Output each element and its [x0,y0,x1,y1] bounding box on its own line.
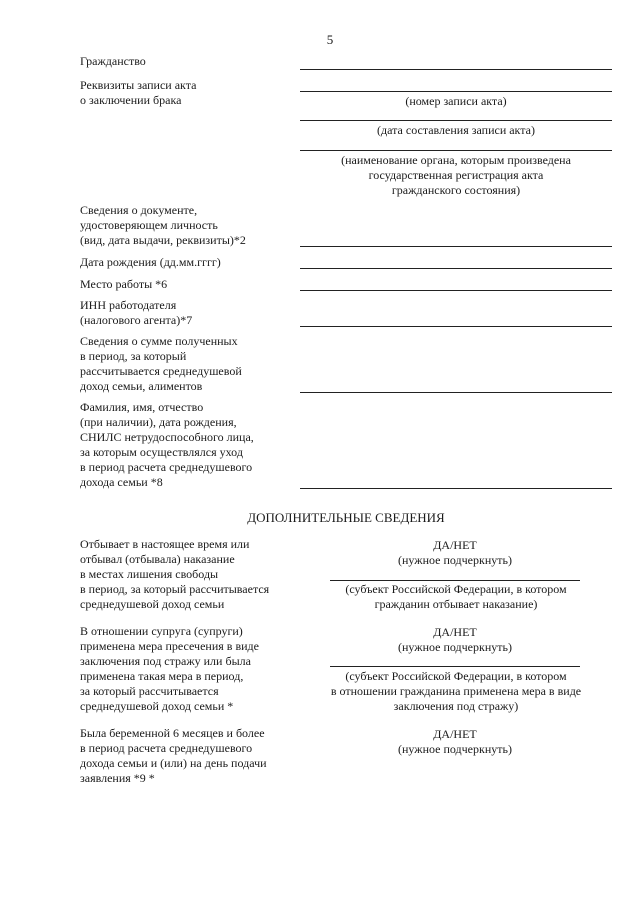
disabled-care-field[interactable] [300,488,612,489]
q2-line-6: среднедушевой доход семьи * [80,699,234,713]
citizenship-field[interactable] [300,69,612,70]
page-number: 5 [326,32,334,47]
birth-date-label: Дата рождения (дд.мм.гггг) [80,255,221,269]
q1-answer-hint: (нужное подчеркнуть) [398,553,512,567]
disabled-care-label-4: за которым осуществлялся уход [80,445,243,459]
employer-inn-label-2: (налогового агента)*7 [80,313,193,327]
q2-line-5: за который рассчитывается [80,684,219,698]
identity-doc-label-1: Сведения о документе, [80,203,198,217]
registry-office-caption-3: гражданского состояния) [391,183,521,197]
q3-answer[interactable]: ДА/НЕТ [433,727,477,741]
q2-line-1: В отношении супруга (супруги) [80,624,243,638]
q2-region-caption-1: (субъект Российской Федерации, в котором [345,669,567,683]
disabled-care-label-5: в период расчета среднедушевого [80,460,253,474]
marriage-record-label-2: о заключении брака [80,93,182,107]
additional-info-heading: ДОПОЛНИТЕЛЬНЫЕ СВЕДЕНИЯ [247,510,445,525]
q1-region-field[interactable] [330,580,580,581]
disabled-care-label-6: дохода семьи *8 [80,475,163,489]
q1-line-2: отбывал (отбывала) наказание [80,552,235,566]
q1-region-caption-2: гражданин отбывает наказание) [374,597,538,611]
q1-region-caption-1: (субъект Российской Федерации, в котором [345,582,567,596]
marriage-record-number-field[interactable] [300,91,612,92]
alimony-label-2: в период, за который [80,349,187,363]
q1-line-5: среднедушевой доход семьи [80,597,225,611]
citizenship-label: Гражданство [80,54,146,68]
q1-line-4: в период, за который рассчитывается [80,582,270,596]
registry-office-caption-2: государственная регистрация акта [368,168,544,182]
record-number-caption: (номер записи акта) [405,94,507,108]
q1-line-3: в местах лишения свободы [80,567,219,581]
identity-doc-label-2: удостоверяющем личность [80,218,218,232]
q2-line-4: применена такая мера в период, [80,669,244,683]
marriage-record-label-1: Реквизиты записи акта [80,78,197,92]
alimony-label-1: Сведения о сумме полученных [80,334,238,348]
registry-office-field[interactable] [300,150,612,151]
q1-answer[interactable]: ДА/НЕТ [433,538,477,552]
q3-line-2: в период расчета среднедушевого [80,741,253,755]
q3-answer-hint: (нужное подчеркнуть) [398,742,512,756]
q3-line-3: дохода семьи и (или) на день подачи [80,756,267,770]
alimony-label-3: рассчитывается среднедушевой [80,364,242,378]
employer-inn-label-1: ИНН работодателя [80,298,177,312]
record-date-caption: (дата составления записи акта) [377,123,535,137]
q2-region-caption-2: в отношении гражданина применена мера в виде [330,684,582,698]
q2-line-2: применена мера пресечения в виде [80,639,259,653]
birth-date-field[interactable] [300,268,612,269]
alimony-label-4: доход семьи, алиментов [80,379,203,393]
disabled-care-label-2: (при наличии), дата рождения, [80,415,237,429]
employer-inn-field[interactable] [300,326,612,327]
q3-line-4: заявления *9 * [80,771,155,785]
identity-doc-field[interactable] [300,246,612,247]
marriage-record-date-field[interactable] [300,120,612,121]
registry-office-caption-1: (наименование органа, которым произведена [341,153,571,167]
disabled-care-label-3: СНИЛС нетрудоспособного лица, [80,430,254,444]
disabled-care-label-1: Фамилия, имя, отчество [80,400,204,414]
q1-line-1: Отбывает в настоящее время или [80,537,250,551]
q3-line-1: Была беременной 6 месяцев и более [80,726,265,740]
q2-line-3: заключения под стражу или была [80,654,251,668]
q2-region-field[interactable] [330,666,580,667]
q2-answer[interactable]: ДА/НЕТ [433,625,477,639]
q2-region-caption-3: заключения под стражу) [393,699,519,713]
workplace-field[interactable] [300,290,612,291]
identity-doc-label-3: (вид, дата выдачи, реквизиты)*2 [80,233,246,247]
q2-answer-hint: (нужное подчеркнуть) [398,640,512,654]
alimony-field[interactable] [300,392,612,393]
workplace-label: Место работы *6 [80,277,168,291]
